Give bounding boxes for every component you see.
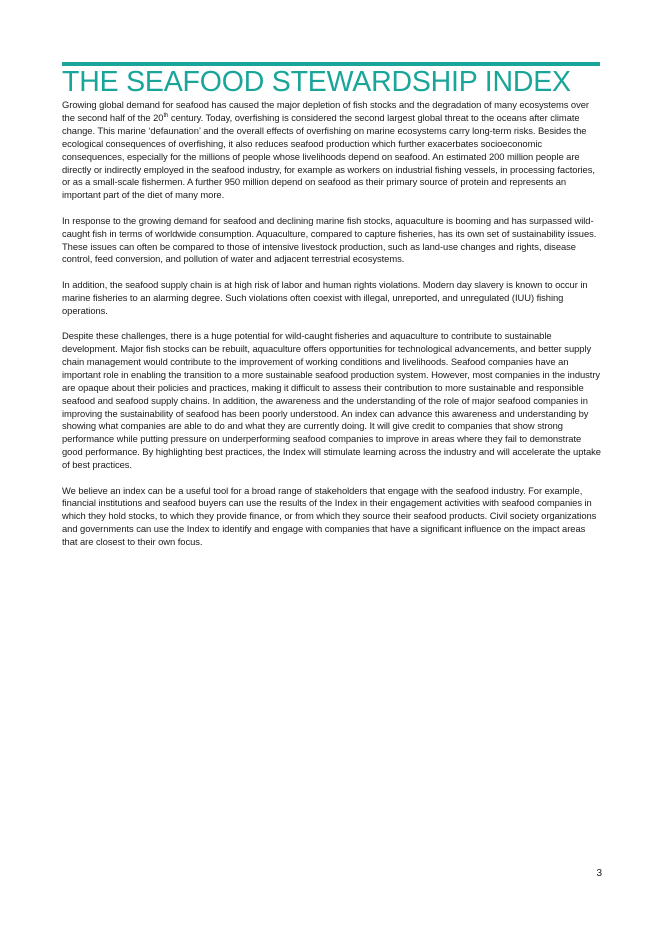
paragraph-stakeholders: We believe an index can be a useful tool for a broad range of stakeholders that engage with the seafood industry. For example, financial institutions and seafood buyers can use the results of the Index in their engagement activities with seafood companies in which they hold stocks, to which they provide finance, or from which they source their seafood products. Civil society organizations and governments can use the Index to identify and engage with companies that have a significant influence on the impact areas that are closest to their own focus. bbox=[62, 484, 597, 548]
paragraph-labor-rights: In addition, the seafood supply chain is at high risk of labor and human rights violations. Modern day slavery is known to occur in marine fisheries to an alarming degree. Such violations often coexist with illegal, unreported, and unregulated (IUU) fishing operations. bbox=[62, 278, 588, 316]
page-title: THE SEAFOOD STEWARDSHIP INDEX bbox=[62, 66, 571, 98]
paragraph-sustainable-development: Despite these challenges, there is a huge potential for wild-caught fisheries and aquaculture to contribute to sustainable development. Major fish stocks can be rebuilt, aquaculture offers opportunities for technological advancements, and better supply chain management would contribute to the improvement of working conditions and livelihoods. Seafood companies have an important role in enabling the transition to a more sustainable seafood production system. However, most companies in the industry are opaque about their policies and practices, making it difficult to assess their contribution to more sustainable and responsible seafood and seafood supply chains. In addition, the awareness and the understanding of the role of major seafood companies in improving the sustainability of seafood has been poorly understood. An index can advance this awareness and understanding by showing what companies are able to do and what they are currently doing. It will give credit to companies that show strong performance while putting pressure on underperforming seafood companies to improve in areas where they fail to demonstrate good performance. By highlighting best practices, the Index will stimulate learning across the industry and will accelerate the uptake of best practices. bbox=[62, 330, 601, 471]
ordinal-superscript: th bbox=[163, 112, 169, 119]
paragraph-intro bbox=[62, 99, 602, 202]
body-text bbox=[62, 99, 602, 562]
page-number: 3 bbox=[596, 868, 602, 879]
paragraph-intro-text-end: century. Today, overfishing is considered the second largest global threat to the oceans after climate change. This marine ‘defaunation’ and the overall effects of overfishing on marine ecosystems carry long-term risks. Besides the ecological consequences of overfishing, it also reduces seafood production which further exacerbates socioeconomic consequences, especially for the millions of people whose livelihoods depend on seafood. An estimated 200 million people are directly or indirectly employed in the seafood industry, for example as workers on industrial fishing vessels, in processing factories, or as a small-scale fishermen. A further 950 million depend on seafood as their primary source of protein and represents an important part of the diet of many more. bbox=[62, 111, 595, 201]
paragraph-intro-text-start: Growing global demand for seafood has caused the major depletion of fish stocks and the degradation of many ecosystems over the second half of the 20 bbox=[62, 99, 589, 123]
paragraph-aquaculture: In response to the growing demand for seafood and declining marine fish stocks, aquaculture is booming and has surpassed wild-caught fish in terms of worldwide consumption. Aquaculture, compared to capture fisheries, has its own set of sustainability issues. These issues can often be compared to those of intensive livestock production, such as land-use changes and rights, disease control, feed conversion, and pollution of water and adjacent terrestrial ecosystems. bbox=[62, 214, 597, 265]
